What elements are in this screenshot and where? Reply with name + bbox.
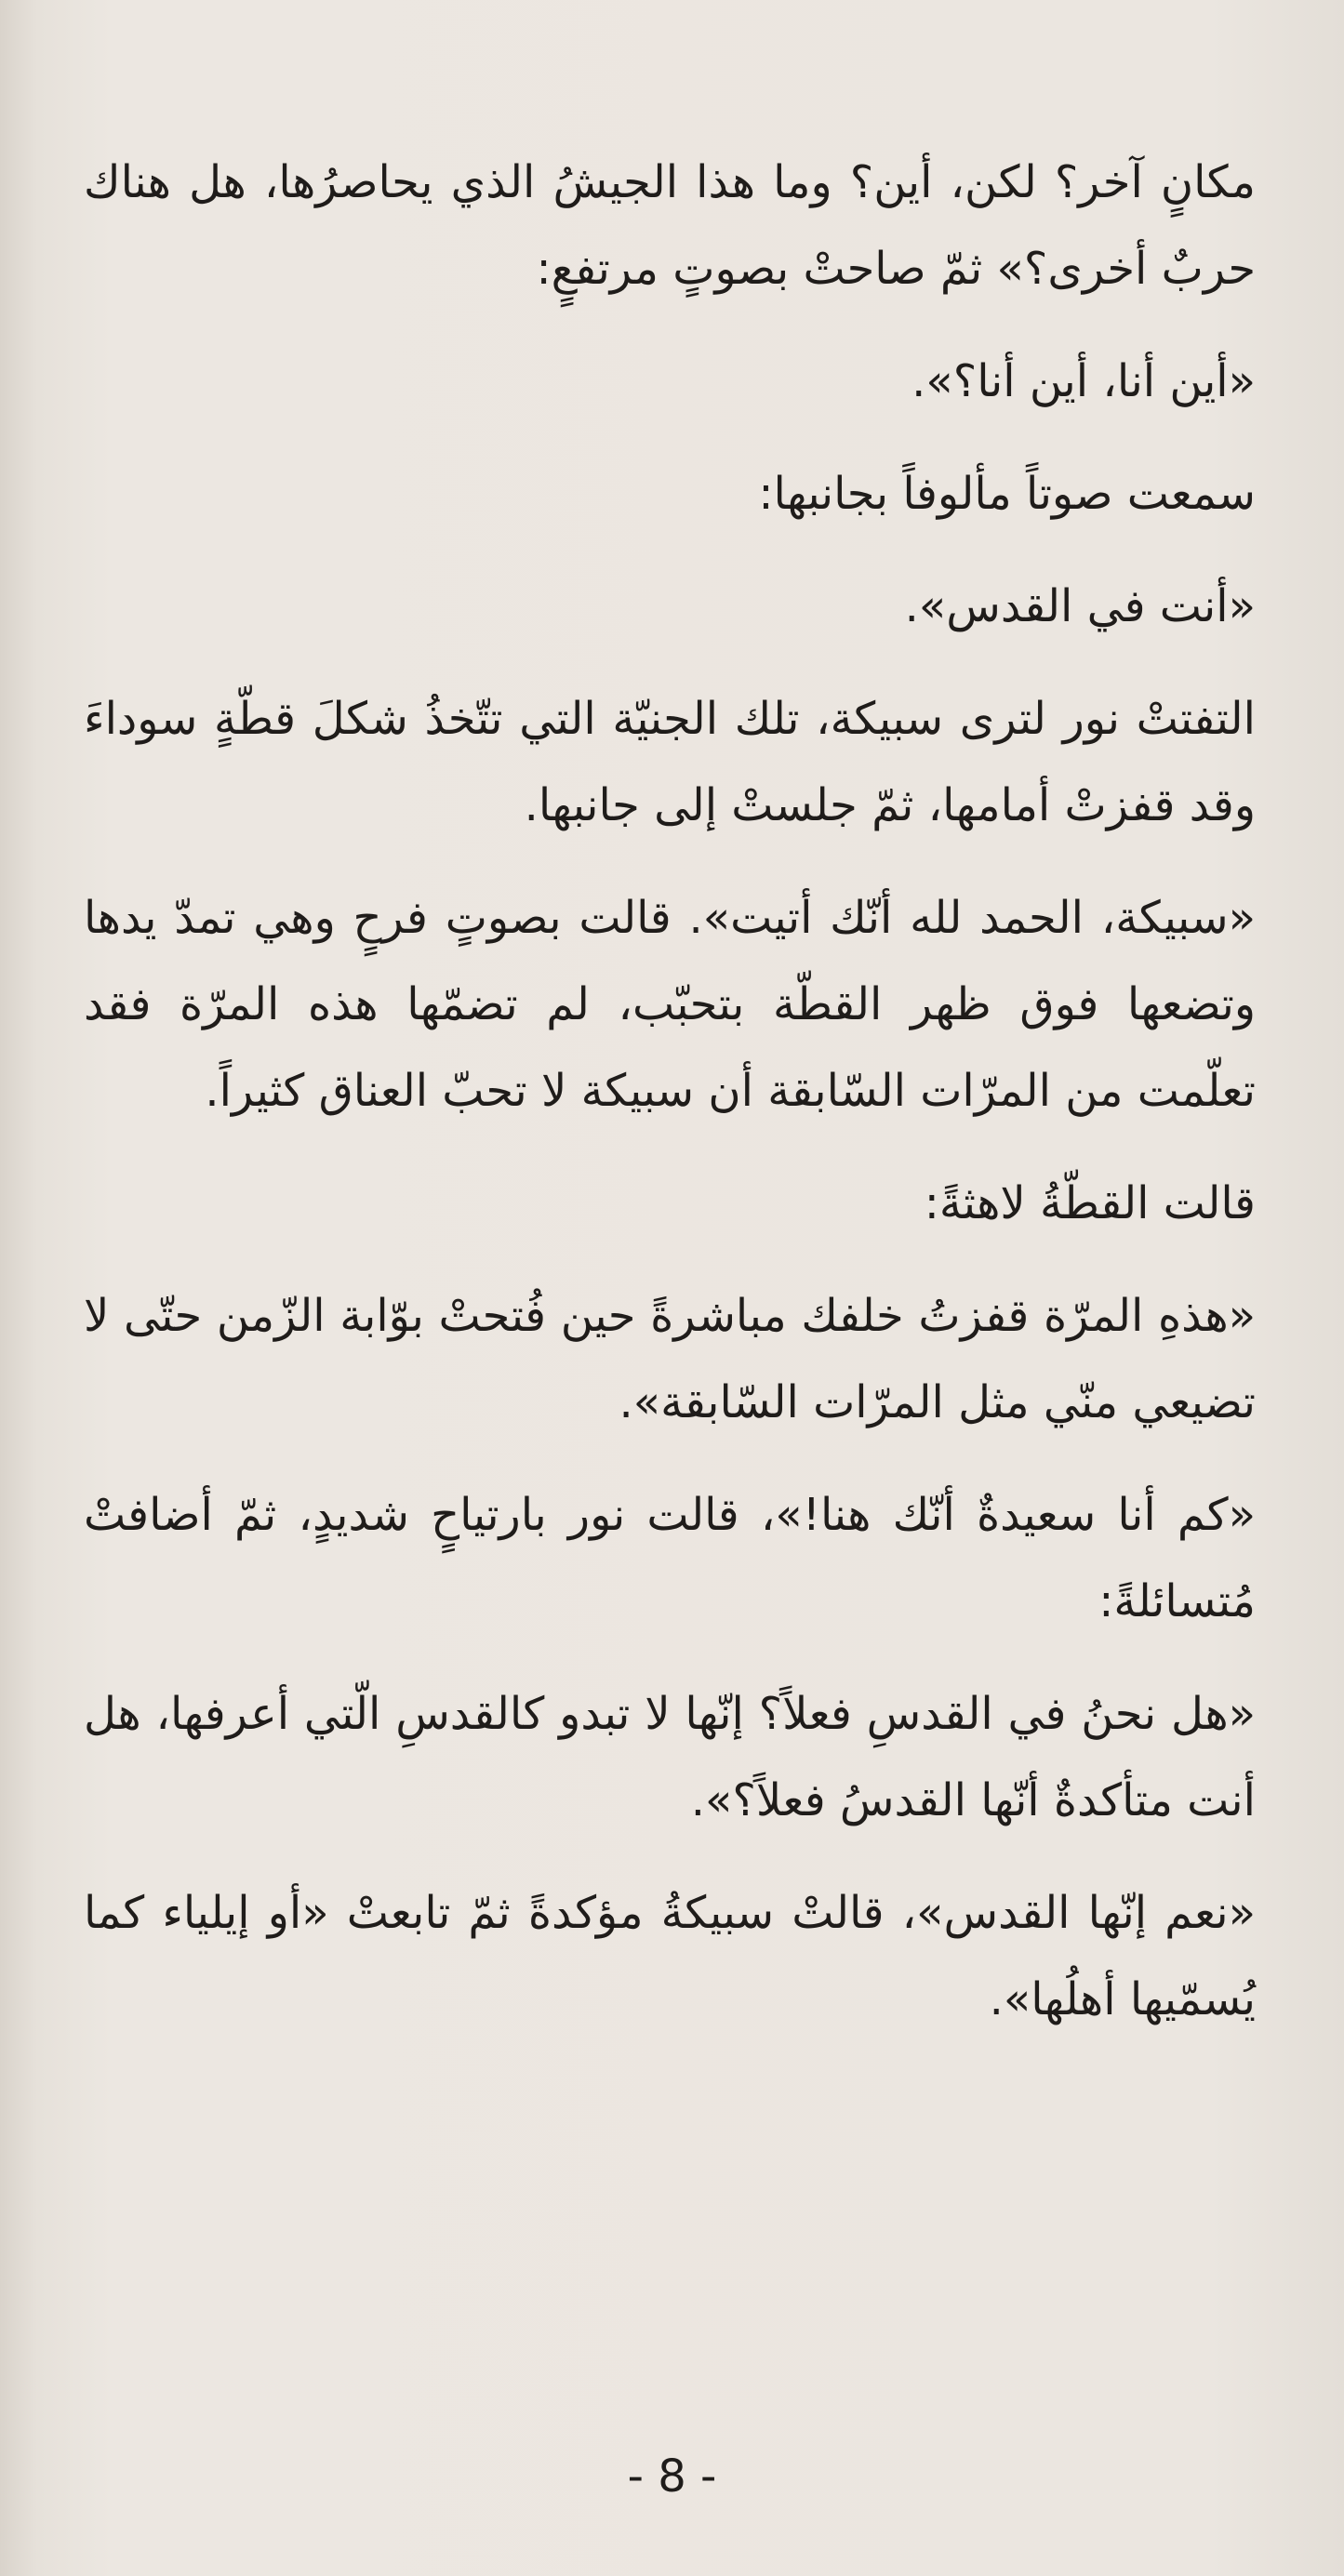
page-number: - 8 - [627, 2450, 717, 2503]
paragraph-11: «نعم إنّها القدس»، قالتْ سبيكةُ مؤكدةً ثمّ تابعتْ «أو إيلياء كما يُسمّيها أهلُها». [84, 1887, 1256, 2025]
paragraph-1: مكانٍ آخر؟ لكن، أين؟ وما هذا الجيشُ الذي يحاصرُها، هل هناك حربٌ أخرى؟» ثمّ صاحتْ بصوتٍ مرتفعٍ: [84, 156, 1256, 295]
paragraph-7: قالت القطّةُ لاهثةً: [924, 1177, 1256, 1229]
paragraph-3: سمعت صوتاً مألوفاً بجانبها: [758, 468, 1256, 520]
paragraph-10: «هل نحنُ في القدسِ فعلاً؟ إنّها لا تبدو كالقدسِ الّتي أعرفها، هل أنت متأكدةٌ أنّها القدسُ فعلاً؟». [84, 1688, 1256, 1826]
paragraph-6: «سبيكة، الحمد لله أنّك أتيت». قالت بصوتٍ فرحٍ وهي تمدّ يدها وتضعها فوق ظهر القطّة بتحبّب، لم تضمّها هذه المرّة فقد تعلّمت من المرّات السّابقة أن سبيكة لا تحبّ العناق كثيراً. [84, 892, 1256, 1117]
paragraph-8: «هذهِ المرّة قفزتُ خلفك مباشرةً حين فُتحتْ بوّابة الزّمن حتّى لا تضيعي منّي مثل المرّات السّابقة». [84, 1290, 1256, 1428]
body-text [84, 139, 1256, 2069]
paragraph-5: التفتتْ نور لترى سبيكة، تلك الجنيّة التي تتّخذُ شكلَ قطّةٍ سوداءَ وقد قفزتْ أمامها، ثمّ جلستْ إلى جانبها. [84, 693, 1256, 831]
paragraph-9: «كم أنا سعيدةٌ أنّك هنا!»، قالت نور بارتياحٍ شديدٍ، ثمّ أضافتْ مُتسائلةً: [84, 1489, 1256, 1627]
paragraph-4: «أنت في القدس». [904, 580, 1256, 632]
paragraph-2: «أين أنا، أين أنا؟». [912, 355, 1256, 407]
